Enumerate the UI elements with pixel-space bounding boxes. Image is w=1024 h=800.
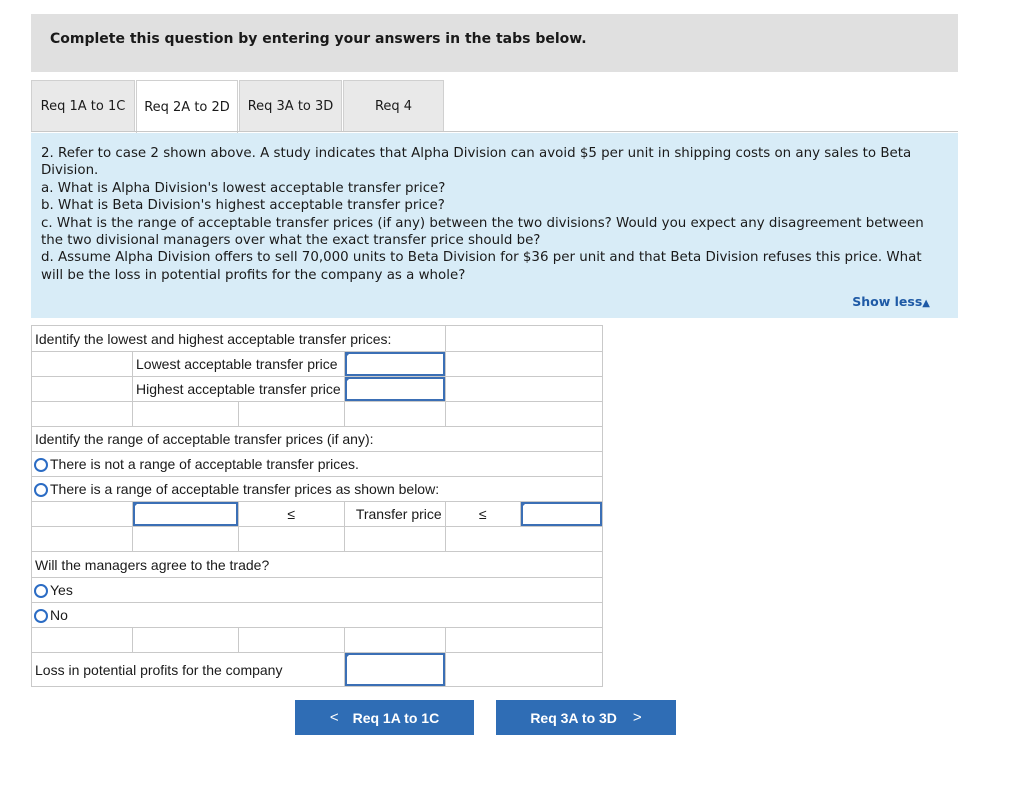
lowest-price-label: Lowest acceptable transfer price — [133, 352, 345, 377]
radio-icon[interactable] — [34, 458, 48, 472]
prev-req-label: Req 1A to 1C — [352, 709, 440, 726]
question-line: 2. Refer to case 2 shown above. A study indicates that Alpha Division can avoid $5 per unit in shipping costs on any sales to Beta Division. — [41, 146, 912, 179]
show-less-label: Show less — [852, 294, 923, 309]
question-panel — [31, 133, 958, 318]
instruction-text: Complete this question by entering your answers in the tabs below. — [50, 31, 587, 47]
highest-price-label: Highest acceptable transfer price — [133, 377, 345, 402]
leq-symbol: ≤ — [446, 502, 521, 526]
leq-symbol: ≤ — [238, 502, 344, 527]
identify-prices-label: Identify the lowest and highest acceptable transfer prices: — [32, 326, 446, 352]
next-req-button[interactable] — [496, 700, 676, 735]
tab-req-3a-3d[interactable]: Req 3A to 3D — [239, 80, 342, 131]
range-max-input[interactable] — [521, 502, 602, 526]
question-line: d. Assume Alpha Division offers to sell 70,000 units to Beta Division for $36 per unit and that Beta Division refuses this price. What will be the loss in potential profits for the company as a whole? — [41, 250, 922, 283]
range-label: Identify the range of acceptable transfer prices (if any): — [32, 427, 603, 452]
range-min-input[interactable] — [133, 502, 239, 527]
question-line: c. What is the range of acceptable transfer prices (if any) between the two divisions? Would you expect any disagreement between the two divisional managers over what the exact transfer price should be? — [41, 215, 924, 249]
transfer-price-label: Transfer price — [344, 502, 445, 527]
highest-price-input[interactable] — [344, 377, 445, 402]
tab-req-4[interactable]: Req 4 — [343, 80, 444, 131]
question-line: a. What is Alpha Division's lowest acceptable transfer price? — [41, 180, 446, 196]
agree-option-yes[interactable]: Yes — [32, 578, 603, 603]
chevron-right-icon: > — [632, 709, 642, 726]
lowest-price-input[interactable] — [344, 352, 445, 377]
range-option-none[interactable]: There is not a range of acceptable transfer prices. — [32, 452, 603, 477]
question-line: b. What is Beta Division's highest acceptable transfer price? — [41, 198, 445, 214]
prev-req-button[interactable] — [295, 700, 474, 735]
radio-icon[interactable] — [34, 584, 48, 598]
agree-option-no[interactable]: No — [32, 603, 603, 628]
question-text — [41, 145, 946, 284]
radio-icon[interactable] — [34, 483, 48, 497]
next-req-label: Req 3A to 3D — [530, 709, 617, 726]
triangle-up-icon: ▲ — [922, 298, 930, 309]
tab-req-1a-1c[interactable]: Req 1A to 1C — [31, 80, 135, 131]
answer-table — [31, 325, 603, 687]
range-option-some[interactable]: There is a range of acceptable transfer prices as shown below: — [32, 477, 603, 502]
instruction-banner — [31, 14, 958, 72]
show-less-link[interactable] — [852, 294, 930, 309]
loss-label: Loss in potential profits for the company — [32, 653, 345, 687]
tab-req-2a-2d[interactable]: Req 2A to 2D — [136, 80, 238, 133]
agree-label: Will the managers agree to the trade? — [32, 552, 603, 578]
chevron-left-icon: < — [329, 709, 339, 726]
loss-input[interactable] — [344, 653, 445, 687]
tab-divider — [31, 131, 958, 132]
radio-icon[interactable] — [34, 609, 48, 623]
